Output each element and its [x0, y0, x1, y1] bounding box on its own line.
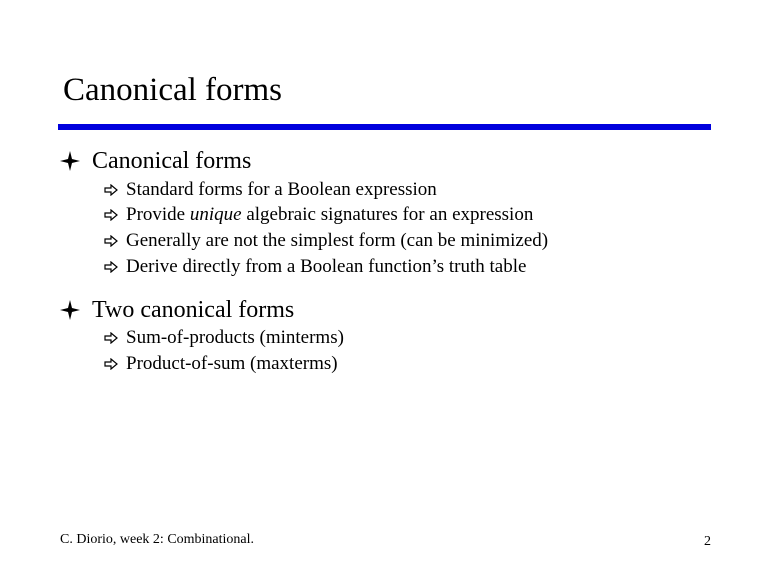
title-underline: [58, 124, 711, 130]
emphasis-unique: unique: [189, 204, 242, 225]
slide-title: Canonical forms: [63, 72, 283, 108]
four-point-star-icon: [60, 300, 80, 320]
outline-right-arrow-icon: [104, 261, 118, 273]
outline-right-arrow-icon: [104, 235, 118, 247]
page-number: 2: [704, 534, 711, 549]
outline-right-arrow-icon: [104, 358, 118, 370]
sub-bullet-text: Generally are not the simplest form (can be minimized): [126, 230, 549, 251]
footer-credit: C. Diorio, week 2: Combinational.: [60, 532, 255, 547]
outline-right-arrow-icon: [104, 184, 118, 196]
sub-bullet-text: [126, 203, 533, 227]
sub-bullet-text: Product-of-sum (maxterms): [126, 353, 338, 374]
bullet-text: Canonical forms: [92, 148, 252, 174]
sub-bullet-text-suffix: algebraic signatures for an expression: [241, 204, 534, 225]
outline-right-arrow-icon: [104, 209, 118, 221]
sub-bullet-text-prefix: Provide: [126, 204, 190, 225]
sub-bullet-text: Sum-of-products (minterms): [126, 327, 344, 348]
outline-right-arrow-icon: [104, 332, 118, 344]
sub-bullet-text: Standard forms for a Boolean expression: [126, 179, 437, 200]
bullet-text: Two canonical forms: [92, 297, 295, 323]
four-point-star-icon: [60, 151, 80, 171]
sub-bullet-text: Derive directly from a Boolean function’s truth table: [126, 256, 527, 277]
